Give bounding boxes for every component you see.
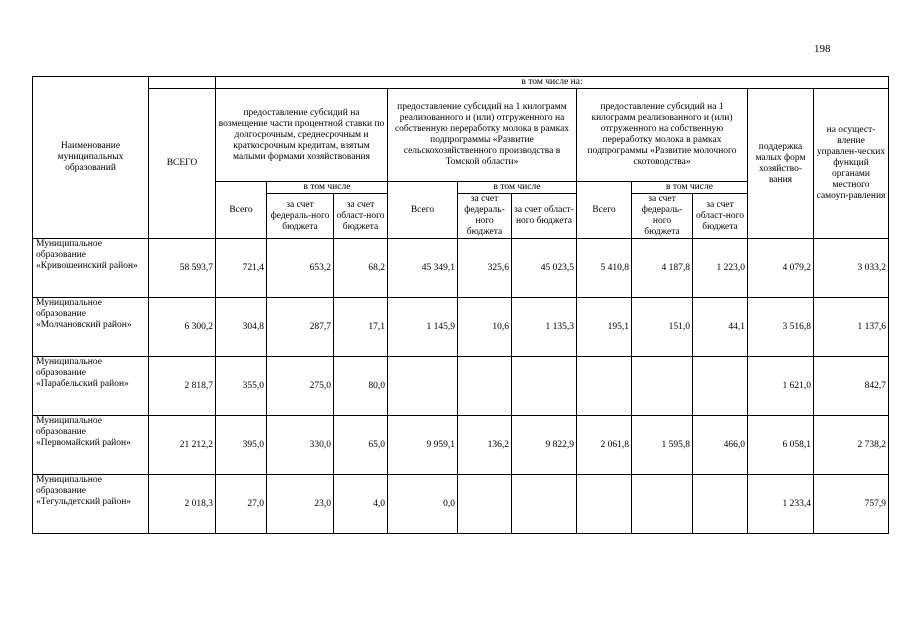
cell-value: 9 822,9 (512, 416, 577, 475)
cell-value: 1 137,6 (814, 298, 889, 357)
cell-value: 4 187,8 (632, 239, 693, 298)
cell-value: 1 135,3 (512, 298, 577, 357)
cell-value: 2 818,7 (149, 357, 216, 416)
subsidy-table (32, 76, 889, 534)
cell-value: 65,0 (334, 416, 388, 475)
header-g3-federal: за счет федераль-ного бюджета (632, 194, 693, 239)
table-row (33, 416, 889, 475)
cell-value: 355,0 (216, 357, 267, 416)
header-g3-all: Всего (577, 182, 632, 239)
cell-value (632, 475, 693, 534)
cell-value: 1 595,8 (632, 416, 693, 475)
header-g3-including: в том числе (632, 182, 748, 194)
cell-value: 151,0 (632, 298, 693, 357)
cell-value: 21 212,2 (149, 416, 216, 475)
header-g1-all: Всего (216, 182, 267, 239)
cell-value: 23,0 (267, 475, 334, 534)
cell-value (512, 357, 577, 416)
page-number: 198 (814, 43, 831, 55)
row-name: Муниципальное образование «Первомайский район» (33, 416, 149, 475)
cell-value: 80,0 (334, 357, 388, 416)
cell-value: 44,1 (693, 298, 748, 357)
header-name: Наименование муниципальных образований (33, 77, 149, 239)
cell-value: 653,2 (267, 239, 334, 298)
header-including: в том числе на: (216, 77, 889, 89)
table-row (33, 357, 889, 416)
header-support: поддержка малых форм хозяйство-вания (748, 89, 814, 239)
cell-value: 27,0 (216, 475, 267, 534)
cell-value: 2 738,2 (814, 416, 889, 475)
row-name: Муниципальное образование «Тегульдетский район» (33, 475, 149, 534)
cell-value (632, 357, 693, 416)
cell-value: 10,6 (458, 298, 512, 357)
cell-value: 45 349,1 (388, 239, 458, 298)
header-g1-including: в том числе (267, 182, 388, 194)
header-g1-regional: за счет област-ного бюджета (334, 194, 388, 239)
cell-value: 5 410,8 (577, 239, 632, 298)
cell-value: 1 621,0 (748, 357, 814, 416)
table-row (33, 298, 889, 357)
cell-value: 287,7 (267, 298, 334, 357)
cell-value (458, 357, 512, 416)
cell-value: 3 033,2 (814, 239, 889, 298)
cell-value: 395,0 (216, 416, 267, 475)
cell-value: 1 223,0 (693, 239, 748, 298)
header-g2-federal: за счет федераль-ного бюджета (458, 194, 512, 239)
cell-value: 6 058,1 (748, 416, 814, 475)
header-g2-all: Всего (388, 182, 458, 239)
row-name: Муниципальное образование «Парабельский район» (33, 357, 149, 416)
cell-value (512, 475, 577, 534)
cell-value: 9 959,1 (388, 416, 458, 475)
table-row (33, 239, 889, 298)
table-row (33, 475, 889, 534)
cell-value (693, 357, 748, 416)
cell-value (577, 475, 632, 534)
header-group3: предоставление субсидий на 1 килограмм реализованного и (или) отгруженного на собственную переработку молока в рамках подпрограммы «Развитие молочного скотоводства» (577, 89, 748, 182)
cell-value: 757,9 (814, 475, 889, 534)
cell-value (458, 475, 512, 534)
cell-value (388, 357, 458, 416)
header-g2-including: в том числе (458, 182, 577, 194)
header-g1-federal: за счет федераль-ного бюджета (267, 194, 334, 239)
cell-value: 68,2 (334, 239, 388, 298)
cell-value: 6 300,2 (149, 298, 216, 357)
cell-value: 3 516,8 (748, 298, 814, 357)
cell-value: 304,8 (216, 298, 267, 357)
cell-value (693, 475, 748, 534)
cell-value (577, 357, 632, 416)
cell-value: 0,0 (388, 475, 458, 534)
cell-value: 17,1 (334, 298, 388, 357)
cell-value: 195,1 (577, 298, 632, 357)
row-name: Муниципальное образование «Молчановский район» (33, 298, 149, 357)
header-local: на осущест-вление управлен-ческих функций органами местного самоуп-равления (814, 89, 889, 239)
header-group1: предоставление субсидий на возмещение части процентной ставки по долгосрочным, среднесрочным и краткосрочным кредитам, взятым малыми формами хозяйствования (216, 89, 388, 182)
cell-value: 1 233,4 (748, 475, 814, 534)
header-total: ВСЕГО (149, 89, 216, 239)
cell-value: 721,4 (216, 239, 267, 298)
cell-value: 45 023,5 (512, 239, 577, 298)
cell-value: 325,6 (458, 239, 512, 298)
cell-value: 4 079,2 (748, 239, 814, 298)
row-name: Муниципальное образование «Кривошеинский район» (33, 239, 149, 298)
header-group2: предоставление субсидий на 1 килограмм реализованного и (или) отгруженного на собственную переработку молока в рамках подпрограммы «Развитие сельскохозяйственного производства в Томской области» (388, 89, 577, 182)
cell-value: 136,2 (458, 416, 512, 475)
cell-value: 2 018,3 (149, 475, 216, 534)
cell-value: 4,0 (334, 475, 388, 534)
header-g2-regional: за счет област-ного бюджета (512, 194, 577, 239)
cell-value: 466,0 (693, 416, 748, 475)
header-blank (149, 77, 216, 89)
cell-value: 2 061,8 (577, 416, 632, 475)
cell-value: 330,0 (267, 416, 334, 475)
cell-value: 275,0 (267, 357, 334, 416)
cell-value: 58 593,7 (149, 239, 216, 298)
cell-value: 1 145,9 (388, 298, 458, 357)
cell-value: 842,7 (814, 357, 889, 416)
header-g3-regional: за счет област-ного бюджета (693, 194, 748, 239)
